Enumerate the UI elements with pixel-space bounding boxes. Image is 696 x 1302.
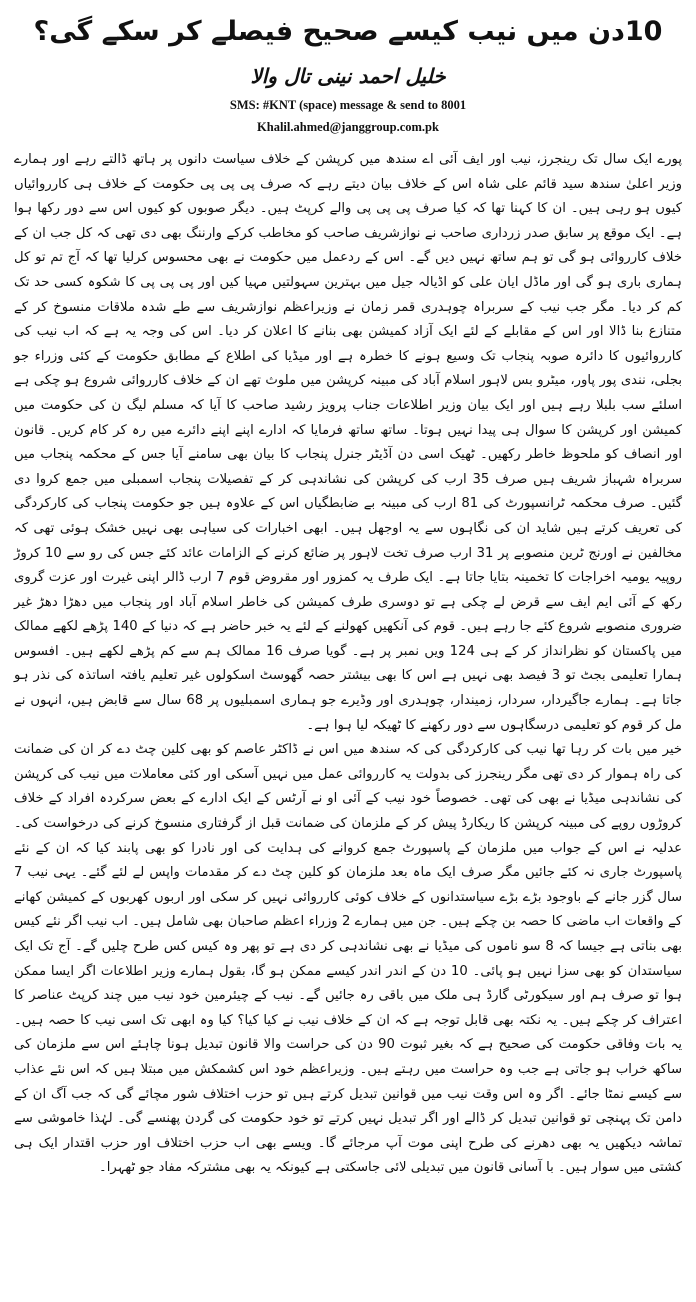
article-body (14, 148, 682, 1181)
email-contact: Khalil.ahmed@janggroup.com.pk (257, 120, 439, 134)
paragraph: خیر میں بات کر رہا تھا نیب کی کارکردگی کی کہ سندھ میں اس نے ڈاکٹر عاصم کو بھی کلین چٹ دے کر ان کی ضمانت کی راہ ہموار کر دی تھی مگر رینجرز کی بدولت یہ کارروائی عمل میں نہیں آسکی اور کئی معاملات میں نیب کی کرپشن کی نشاندہی میڈیا نے بھی کی تھی۔ خصوصاً خود نیب کے آئی او نے آرٹس کے ایک ادارے کے بعض سرکردہ افراد کے خلاف کروڑوں روپے کی مبینہ کرپشن کا ریکارڈ پیش کر کے ملزمان کی ضمانت قبل از گرفتاری منسوخ کرنے کی درخواست کی۔ عدلیہ نے اس کے جواب میں ملزمان کے پاسپورٹ جمع کروانے کی ہدایت کی اور نادرا کو بھی پابند کیا کہ ان کے نئے پاسپورٹ جاری نہ کئے جائیں مگر صرف ایک ماہ بعد ملزمان کو کلین چٹ دے کر مقدمات واپس لے لئے گئے۔ یہی نیب 7 سال گزر جانے کے باوجود بڑے بڑے سیاستدانوں کے خلاف کوئی کارروائی نہیں کر سکی اور اربوں کھربوں کے کمیشن کھانے کے واقعات اب ماضی کا حصہ بن چکے ہیں۔ جن میں ہمارے 2 وزراء اعظم صاحبان بھی شامل ہیں۔ اب نیب اگر نئے کیس بھی بناتی ہے جیسا کہ 8 سو ناموں کی میڈیا نے بھی نشاندہی کر دی ہے تو پھر وہ کیس کس طرح چلیں گے۔ آج تک ایک سیاستدان کو بھی سزا نہیں ہو پائی۔ 10 دن کے اندر اندر کیسے ممکن ہو گا، بقول ہمارے وزیر اطلاعات اگر ایسا ممکن ہوا تو صرف ہم اور سیکورٹی گارڈ ہی ملک میں باقی رہ جائیں گے۔ نیب کے چیئرمین خود نیب میں چند کرپٹ عناصر کا اعتراف کر چکے ہیں۔ یہ نکتہ بھی قابل توجہ ہے کہ ان کے خلاف نیب نے کیا کیا؟ کیا وہ ابھی تک اسی نیب کا حصہ ہیں۔ یہ بات وفاقی حکومت کی صحیح ہے کہ بغیر ثبوت 90 دن کی حراست والا قانون تبدیل ہونا چاہئے اس سے ملزمان کی ساکھ خراب ہو جاتی ہے جب وہ حراست میں رہتے ہیں۔ وزیراعظم خود اس کشمکش میں مبتلا ہیں کہ اس نئے عذاب سے کیسے نمٹا جائے۔ اگر وہ اس وقت نیب میں قوانین تبدیل کرتے ہیں تو حزب اختلاف شور مچائے گی کہ جب آگ ان کے دامن تک پہنچی تو قوانین تبدیل کر ڈالے اور اگر تبدیل نہیں کرتے تو خود حکومت کی گردن پھنسے گی۔ لہٰذا خاموشی سے تماشہ دیکھیں یہ بھی دھرنے کی طرح اپنی موت آپ مرجائے گا۔ ویسے بھی اب حزب اختلاف اور حزب اقتدار ایک ہی کشتی میں سوار ہیں۔ با آسانی قانون میں تبدیلی لائی جاسکتی ہے کیونکہ یہ بھی مشترکہ مفاد جو ٹھہرا۔ (14, 742, 683, 1176)
author-byline: خلیل احمد نینی تال والا (250, 64, 446, 88)
sms-contact: SMS: #KNT (space) message & send to 8001 (229, 98, 467, 112)
headline: 10دن میں نیب کیسے صحیح فیصلے کر سکے گی؟ (33, 16, 663, 47)
column-header (14, 0, 682, 140)
paragraph: پورے ایک سال تک رینجرز، نیب اور ایف آئی اے سندھ میں کرپشن کے خلاف سیاست دانوں پر ہاتھ ڈالتے رہے اور ہمارے وزیر اعلیٰ سندھ سید قائم علی شاہ اس کے خلاف بیان دیتے رہے کہ صرف پی پی پی حکومت کے خلاف ہی کارروائیاں کیوں ہو رہی ہیں۔ ان کا کہنا تھا کہ کیا صرف پی پی پی والے کرپٹ ہیں۔ دیگر صوبوں کو کیوں اس سے دور رکھا ہوا ہے۔ ایک موقع پر سابق صدر زرداری صاحب نے نوازشریف صاحب کو مخاطب کرکے وارننگ بھی دی تھی کہ کل جب ان کے خلاف کارروائی ہو گی تو ہم ساتھ نہیں دیں گے۔ اس کے ردعمل میں حکومت نے بھی محسوس کرلیا تھا کہ آج تم تو کل ہماری باری ہو گی اور ماڈل ایان علی کو اڈیالہ جیل میں بہترین سہولتیں مہیا کیں اور پی پی پی کا شکوہ کسی حد تک کم کر دیا۔ مگر جب نیب کے سربراہ چوہدری قمر زمان نے وزیراعظم نوازشریف سے طے شدہ ملاقات منسوخ کر کے متنازع بنا ڈالا اور اس کے مقابلے کے لئے ایک آزاد کمیشن بھی بنانے کا اعلان کر دیا۔ اس کی وجہ یہ ہے کہ اب نیب کی کارروائیوں کا دائرہ صوبہ پنجاب تک وسیع ہونے کا خطرہ ہے اور میڈیا کی اطلاع کے مطابق حکومت کے کئی وزراء جو بجلی، نندی پور پاور، میٹرو بس لاہور اسلام آباد کی مبینہ کرپشن میں ملوث تھے ان کے خلاف کارروائی شروع ہو چکی ہے اسلئے سب بلبلا رہے ہیں اور ایک بیان وزیر اطلاعات جناب پرویز رشید صاحب کا آیا کہ مسلم لیگ ن کی حکومت میں کمیشن اور کرپشن کا سوال ہی پیدا نہیں ہوتا۔ ساتھ ساتھ فرمایا کہ ادارے اپنے اپنے دائرے میں رہ کر کام کریں۔ قانون اور انصاف کو ملحوظ خاطر رکھیں۔ ٹھیک اسی دن آڈیٹر جنرل پنجاب کا بیان بھی سامنے آیا جس کے محکمہ پنجاب میں سربراہ شہباز شریف ہیں صرف 35 ارب کی کرپشن کی نشاندہی کر کے تفصیلات پنجاب اسمبلی میں جمع کروا دی گئیں۔ صرف محکمہ ٹرانسپورٹ کی 81 ارب کی مبینہ بے ضابطگیاں اس کے علاوہ ہیں جو حکومت پنجاب کی کارکردگی کی تعریف کرتے ہیں شاید ان کی نگاہوں سے یہ اوجھل ہیں۔ ابھی اخبارات کی سیاہی بھی نہیں خشک ہوئی تھی کہ مخالفین نے اورنج ٹرین منصوبے پر 31 ارب صرف تخت لاہور پر ضائع کرنے کے الزامات عائد کئے جس کی رو سے 10 کروڑ روپیہ یومیہ اخراجات کا تخمینہ بتایا جاتا ہے۔ ایک طرف یہ کمزور اور مقروض قوم 7 ارب ڈالر اپنی غیرت اور عزت گروی رکھ کے آئی ایم ایف سے قرض لے چکی ہے تو دوسری طرف کمیشن کی خاطر اسلام آباد اور پنجاب میں دھڑا دھڑ غیر ضروری منصوبے شروع کئے جا رہے ہیں۔ قوم کی آنکھیں کھولنے کے لئے یہ خبر حاضر ہے کہ دنیا کے 140 پڑھے لکھے ممالک میں پاکستان کو نظرانداز کر کے ہی 124 ویں نمبر پر ہے۔ گویا صرف 16 ممالک ہم سے کم پڑھے لکھے ہیں۔ افسوس ہمارا تعلیمی بجٹ تو 3 فیصد بھی نہیں ہے اس کا بھی بیشتر حصہ گھوسٹ اسکولوں غیر تعلیم یافتہ اساتذہ کی نذر ہو جاتا ہے۔ ہمارے جاگیردار، سردار، زمیندار، چوہدری اور وڈیرے جو ہماری اسمبلیوں پر 68 سال سے قابض ہیں، انہوں نے مل کر قوم کو تعلیمی درسگاہوں سے دور رکھنے کا ٹھیکہ لیا ہوا ہے۔ (14, 152, 683, 733)
